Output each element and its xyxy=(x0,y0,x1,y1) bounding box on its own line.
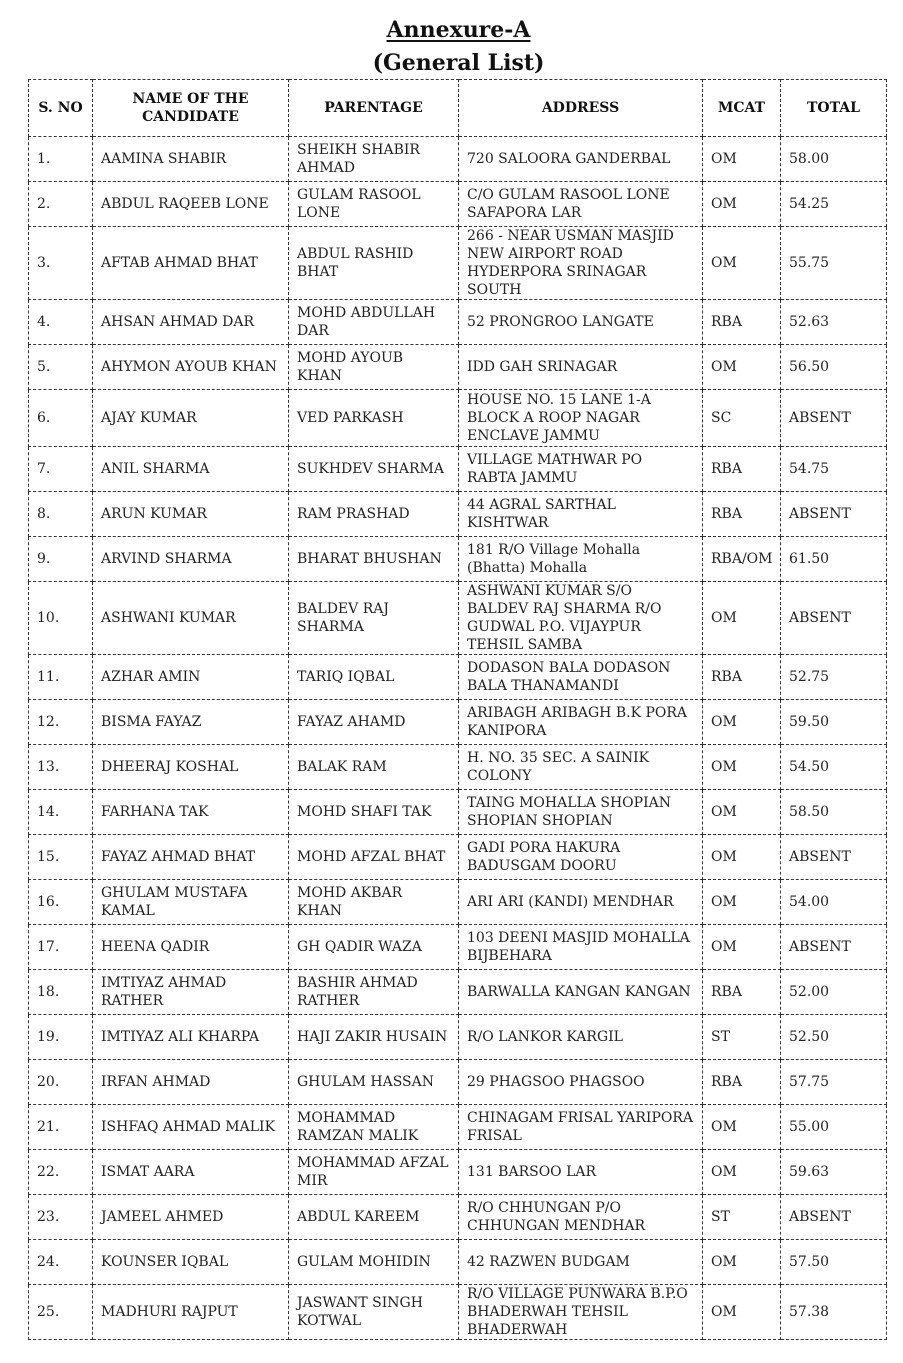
cell-total: ABSENT xyxy=(781,925,887,970)
cell-sno: 1. xyxy=(29,137,93,182)
cell-mcat: RBA xyxy=(703,447,781,492)
cell-sno: 24. xyxy=(29,1240,93,1285)
cell-sno: 2. xyxy=(29,182,93,227)
cell-mcat: OM xyxy=(703,880,781,925)
cell-sno: 20. xyxy=(29,1060,93,1105)
cell-parentage: FAYAZ AHAMD xyxy=(289,700,459,745)
cell-address: R/O VILLAGE PUNWARA B.P.O BHADERWAH TEHSIL BHADERWAH xyxy=(459,1285,703,1340)
cell-parentage: HAJI ZAKIR HUSAIN xyxy=(289,1015,459,1060)
table-body xyxy=(29,137,887,1340)
cell-parentage: MOHAMMAD AFZAL MIR xyxy=(289,1150,459,1195)
cell-total: 57.38 xyxy=(781,1285,887,1340)
table-row xyxy=(29,537,887,582)
cell-parentage: MOHD AFZAL BHAT xyxy=(289,835,459,880)
cell-name: AHYMON AYOUB KHAN xyxy=(93,345,289,390)
cell-address: 44 AGRAL SARTHAL KISHTWAR xyxy=(459,492,703,537)
cell-address: H. NO. 35 SEC. A SAINIK COLONY xyxy=(459,745,703,790)
cell-total: 58.00 xyxy=(781,137,887,182)
table-row xyxy=(29,1015,887,1060)
cell-sno: 12. xyxy=(29,700,93,745)
cell-sno: 9. xyxy=(29,537,93,582)
cell-address: 52 PRONGROO LANGATE xyxy=(459,300,703,345)
cell-name: ASHWANI KUMAR xyxy=(93,582,289,655)
cell-name: ISHFAQ AHMAD MALIK xyxy=(93,1105,289,1150)
cell-name: ISMAT AARA xyxy=(93,1150,289,1195)
cell-total: 59.63 xyxy=(781,1150,887,1195)
cell-parentage: TARIQ IQBAL xyxy=(289,655,459,700)
cell-parentage: MOHD ABDULLAH DAR xyxy=(289,300,459,345)
cell-mcat: RBA xyxy=(703,970,781,1015)
cell-total: 57.75 xyxy=(781,1060,887,1105)
cell-sno: 5. xyxy=(29,345,93,390)
cell-name: IRFAN AHMAD xyxy=(93,1060,289,1105)
table-row xyxy=(29,1105,887,1150)
cell-total: 55.75 xyxy=(781,227,887,300)
cell-parentage: GULAM MOHIDIN xyxy=(289,1240,459,1285)
cell-name: IMTIYAZ AHMAD RATHER xyxy=(93,970,289,1015)
cell-sno: 22. xyxy=(29,1150,93,1195)
table-row xyxy=(29,447,887,492)
cell-address: TAING MOHALLA SHOPIAN SHOPIAN SHOPIAN xyxy=(459,790,703,835)
cell-total: 56.50 xyxy=(781,345,887,390)
cell-parentage: RAM PRASHAD xyxy=(289,492,459,537)
cell-sno: 23. xyxy=(29,1195,93,1240)
cell-address: HOUSE NO. 15 LANE 1-A BLOCK A ROOP NAGAR ENCLAVE JAMMU xyxy=(459,390,703,447)
cell-name: AAMINA SHABIR xyxy=(93,137,289,182)
cell-name: FARHANA TAK xyxy=(93,790,289,835)
cell-parentage: BALAK RAM xyxy=(289,745,459,790)
cell-address: 103 DEENI MASJID MOHALLA BIJBEHARA xyxy=(459,925,703,970)
cell-name: HEENA QADIR xyxy=(93,925,289,970)
cell-sno: 7. xyxy=(29,447,93,492)
cell-address: 181 R/O Village Mohalla (Bhatta) Mohalla xyxy=(459,537,703,582)
table-row xyxy=(29,182,887,227)
table-row xyxy=(29,790,887,835)
cell-name: ARUN KUMAR xyxy=(93,492,289,537)
cell-parentage: GH QADIR WAZA xyxy=(289,925,459,970)
cell-sno: 8. xyxy=(29,492,93,537)
cell-parentage: ABDUL KAREEM xyxy=(289,1195,459,1240)
cell-address: 131 BARSOO LAR xyxy=(459,1150,703,1195)
cell-address: CHINAGAM FRISAL YARIPORA FRISAL xyxy=(459,1105,703,1150)
cell-mcat: OM xyxy=(703,700,781,745)
cell-address: 720 SALOORA GANDERBAL xyxy=(459,137,703,182)
cell-address: 29 PHAGSOO PHAGSOO xyxy=(459,1060,703,1105)
cell-address: ARIBAGH ARIBAGH B.K PORA KANIPORA xyxy=(459,700,703,745)
cell-address: R/O LANKOR KARGIL xyxy=(459,1015,703,1060)
cell-address: 42 RAZWEN BUDGAM xyxy=(459,1240,703,1285)
table-row xyxy=(29,745,887,790)
cell-address: 266 - NEAR USMAN MASJID NEW AIRPORT ROAD HYDERPORA SRINAGAR SOUTH xyxy=(459,227,703,300)
cell-name: AJAY KUMAR xyxy=(93,390,289,447)
header-total: TOTAL xyxy=(781,80,887,137)
cell-sno: 10. xyxy=(29,582,93,655)
cell-name: IMTIYAZ ALI KHARPA xyxy=(93,1015,289,1060)
table-row xyxy=(29,835,887,880)
cell-total: 59.50 xyxy=(781,700,887,745)
cell-address: ASHWANI KUMAR S/O BALDEV RAJ SHARMA R/O GUDWAL P.O. VIJAYPUR TEHSIL SAMBA xyxy=(459,582,703,655)
cell-sno: 3. xyxy=(29,227,93,300)
table-row xyxy=(29,1285,887,1340)
cell-mcat: OM xyxy=(703,1285,781,1340)
cell-mcat: OM xyxy=(703,835,781,880)
cell-total: 54.50 xyxy=(781,745,887,790)
cell-mcat: OM xyxy=(703,1240,781,1285)
cell-total: 54.00 xyxy=(781,880,887,925)
cell-address: R/O CHHUNGAN P/O CHHUNGAN MENDHAR xyxy=(459,1195,703,1240)
cell-total: 54.75 xyxy=(781,447,887,492)
cell-total: 52.75 xyxy=(781,655,887,700)
table-row xyxy=(29,582,887,655)
cell-mcat: OM xyxy=(703,582,781,655)
cell-parentage: MOHAMMAD RAMZAN MALIK xyxy=(289,1105,459,1150)
general-list-table xyxy=(28,79,887,1340)
page-subtitle: (General List) xyxy=(372,50,545,76)
cell-address: IDD GAH SRINAGAR xyxy=(459,345,703,390)
cell-parentage: BHARAT BHUSHAN xyxy=(289,537,459,582)
cell-parentage: GHULAM HASSAN xyxy=(289,1060,459,1105)
table-row xyxy=(29,137,887,182)
cell-mcat: SC xyxy=(703,390,781,447)
table-row xyxy=(29,390,887,447)
cell-mcat: RBA/OM xyxy=(703,537,781,582)
cell-total: ABSENT xyxy=(781,390,887,447)
cell-name: MADHURI RAJPUT xyxy=(93,1285,289,1340)
table-row xyxy=(29,655,887,700)
cell-name: ANIL SHARMA xyxy=(93,447,289,492)
cell-parentage: JASWANT SINGH KOTWAL xyxy=(289,1285,459,1340)
cell-mcat: OM xyxy=(703,345,781,390)
cell-sno: 21. xyxy=(29,1105,93,1150)
cell-mcat: OM xyxy=(703,182,781,227)
table-row xyxy=(29,1060,887,1105)
cell-name: ARVIND SHARMA xyxy=(93,537,289,582)
cell-sno: 18. xyxy=(29,970,93,1015)
table-header-row xyxy=(29,80,887,137)
cell-total: ABSENT xyxy=(781,1195,887,1240)
cell-parentage: MOHD SHAFI TAK xyxy=(289,790,459,835)
cell-mcat: OM xyxy=(703,790,781,835)
cell-mcat: RBA xyxy=(703,655,781,700)
cell-name: DHEERAJ KOSHAL xyxy=(93,745,289,790)
cell-name: AHSAN AHMAD DAR xyxy=(93,300,289,345)
cell-sno: 14. xyxy=(29,790,93,835)
table-row xyxy=(29,1195,887,1240)
cell-name: GHULAM MUSTAFA KAMAL xyxy=(93,880,289,925)
cell-name: BISMA FAYAZ xyxy=(93,700,289,745)
table-row xyxy=(29,1150,887,1195)
cell-mcat: RBA xyxy=(703,300,781,345)
table-row xyxy=(29,880,887,925)
cell-address: ARI ARI (KANDI) MENDHAR xyxy=(459,880,703,925)
cell-parentage: BASHIR AHMAD RATHER xyxy=(289,970,459,1015)
cell-sno: 25. xyxy=(29,1285,93,1340)
cell-parentage: ABDUL RASHID BHAT xyxy=(289,227,459,300)
cell-parentage: MOHD AKBAR KHAN xyxy=(289,880,459,925)
cell-name: AFTAB AHMAD BHAT xyxy=(93,227,289,300)
cell-address: GADI PORA HAKURA BADUSGAM DOORU xyxy=(459,835,703,880)
header-mcat: MCAT xyxy=(703,80,781,137)
cell-sno: 19. xyxy=(29,1015,93,1060)
cell-sno: 15. xyxy=(29,835,93,880)
cell-parentage: VED PARKASH xyxy=(289,390,459,447)
cell-address: BARWALLA KANGAN KANGAN xyxy=(459,970,703,1015)
cell-mcat: RBA xyxy=(703,1060,781,1105)
cell-mcat: ST xyxy=(703,1195,781,1240)
cell-name: JAMEEL AHMED xyxy=(93,1195,289,1240)
header-sno: S. NO xyxy=(29,80,93,137)
cell-total: 52.63 xyxy=(781,300,887,345)
cell-sno: 13. xyxy=(29,745,93,790)
table-row xyxy=(29,700,887,745)
cell-total: 52.50 xyxy=(781,1015,887,1060)
table-row xyxy=(29,492,887,537)
cell-total: 54.25 xyxy=(781,182,887,227)
cell-parentage: SHEIKH SHABIR AHMAD xyxy=(289,137,459,182)
table-row xyxy=(29,345,887,390)
cell-mcat: OM xyxy=(703,1150,781,1195)
cell-mcat: OM xyxy=(703,1105,781,1150)
cell-sno: 4. xyxy=(29,300,93,345)
cell-sno: 6. xyxy=(29,390,93,447)
cell-parentage: MOHD AYOUB KHAN xyxy=(289,345,459,390)
cell-parentage: SUKHDEV SHARMA xyxy=(289,447,459,492)
cell-total: 52.00 xyxy=(781,970,887,1015)
cell-mcat: OM xyxy=(703,227,781,300)
cell-mcat: OM xyxy=(703,137,781,182)
cell-sno: 11. xyxy=(29,655,93,700)
cell-total: ABSENT xyxy=(781,492,887,537)
cell-total: 55.00 xyxy=(781,1105,887,1150)
cell-total: 58.50 xyxy=(781,790,887,835)
cell-total: ABSENT xyxy=(781,582,887,655)
cell-name: KOUNSER IQBAL xyxy=(93,1240,289,1285)
header-parentage: PARENTAGE xyxy=(289,80,459,137)
cell-mcat: OM xyxy=(703,925,781,970)
cell-name: FAYAZ AHMAD BHAT xyxy=(93,835,289,880)
cell-address: C/O GULAM RASOOL LONE SAFAPORA LAR xyxy=(459,182,703,227)
cell-name: AZHAR AMIN xyxy=(93,655,289,700)
cell-address: DODASON BALA DODASON BALA THANAMANDI xyxy=(459,655,703,700)
cell-name: ABDUL RAQEEB LONE xyxy=(93,182,289,227)
cell-parentage: BALDEV RAJ SHARMA xyxy=(289,582,459,655)
cell-address: VILLAGE MATHWAR PO RABTA JAMMU xyxy=(459,447,703,492)
table-row xyxy=(29,970,887,1015)
header-name: NAME OF THE CANDIDATE xyxy=(93,80,289,137)
cell-total: 61.50 xyxy=(781,537,887,582)
cell-sno: 17. xyxy=(29,925,93,970)
table-row xyxy=(29,1240,887,1285)
page-title: Annexure-A xyxy=(386,17,531,43)
cell-sno: 16. xyxy=(29,880,93,925)
cell-mcat: ST xyxy=(703,1015,781,1060)
table-row xyxy=(29,227,887,300)
table-row xyxy=(29,925,887,970)
cell-mcat: OM xyxy=(703,745,781,790)
cell-mcat: RBA xyxy=(703,492,781,537)
cell-total: 57.50 xyxy=(781,1240,887,1285)
header-address: ADDRESS xyxy=(459,80,703,137)
cell-parentage: GULAM RASOOL LONE xyxy=(289,182,459,227)
cell-total: ABSENT xyxy=(781,835,887,880)
table-row xyxy=(29,300,887,345)
